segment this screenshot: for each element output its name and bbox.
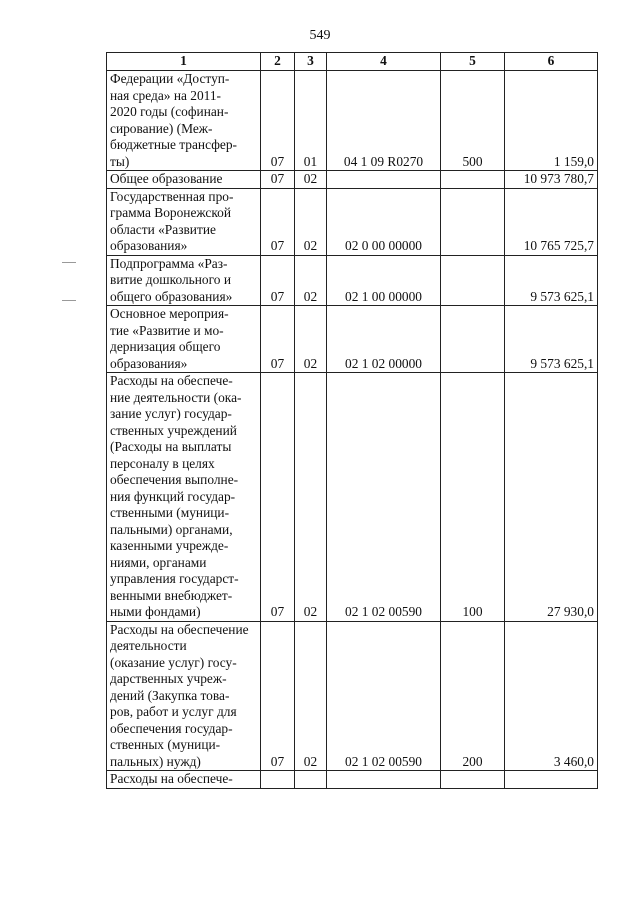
- column-header: 4: [327, 53, 441, 71]
- section-code: 07: [261, 373, 295, 622]
- table-row: [107, 171, 598, 189]
- row-name: Расходы на обеспече-: [107, 771, 261, 789]
- target-article-code: 02 1 02 00000: [327, 306, 441, 373]
- amount: 9 573 625,1: [505, 255, 598, 306]
- subsection-code: 01: [295, 71, 327, 171]
- row-name: Федерации «Доступ- ная среда» на 2011- 2020 годы (софинан- сирование) (Меж- бюджетные трансфер- ты): [107, 71, 261, 171]
- column-header: 1: [107, 53, 261, 71]
- amount: 10 973 780,7: [505, 171, 598, 189]
- subsection-code: 02: [295, 621, 327, 771]
- target-article-code: 02 1 02 00590: [327, 373, 441, 622]
- section-code: 07: [261, 71, 295, 171]
- target-article-code: 02 1 02 00590: [327, 621, 441, 771]
- target-article-code: 02 1 00 00000: [327, 255, 441, 306]
- subsection-code: 02: [295, 188, 327, 255]
- table-header-row: [107, 53, 598, 71]
- row-name: Подпрограмма «Раз- витие дошкольного и общего образования»: [107, 255, 261, 306]
- margin-mark: [62, 262, 76, 263]
- section-code: 07: [261, 621, 295, 771]
- subsection-code: 02: [295, 171, 327, 189]
- expense-type-code: [441, 171, 505, 189]
- column-header: 2: [261, 53, 295, 71]
- budget-table: [106, 52, 598, 789]
- subsection-code: 02: [295, 306, 327, 373]
- table-row: [107, 71, 598, 171]
- amount: [505, 771, 598, 789]
- column-header: 6: [505, 53, 598, 71]
- column-header: 5: [441, 53, 505, 71]
- section-code: 07: [261, 306, 295, 373]
- row-name: Государственная про- грамма Воронежской области «Развитие образования»: [107, 188, 261, 255]
- page-number: 549: [309, 28, 331, 43]
- expense-type-code: [441, 188, 505, 255]
- target-article-code: [327, 171, 441, 189]
- table-row: [107, 188, 598, 255]
- section-code: 07: [261, 255, 295, 306]
- expense-type-code: 500: [441, 71, 505, 171]
- amount: 27 930,0: [505, 373, 598, 622]
- amount: 10 765 725,7: [505, 188, 598, 255]
- table-row: [107, 621, 598, 771]
- expense-type-code: 100: [441, 373, 505, 622]
- subsection-code: [295, 771, 327, 789]
- row-name: Расходы на обеспече- ние деятельности (ока- зание услуг) государ- ственных учреждений (Расходы на выплаты персоналу в целях обеспечения выполне- ния функций государ- ственными (муници- пальными) органами, казенными учрежде- ниями, органами управления государст- венными внебюджет- ными фондами): [107, 373, 261, 622]
- amount: 9 573 625,1: [505, 306, 598, 373]
- target-article-code: 04 1 09 R0270: [327, 71, 441, 171]
- section-code: 07: [261, 171, 295, 189]
- expense-type-code: [441, 306, 505, 373]
- row-name: Общее образование: [107, 171, 261, 189]
- target-article-code: [327, 771, 441, 789]
- margin-mark: [62, 300, 76, 301]
- row-name: Основное мероприя- тие «Развитие и мо- дернизация общего образования»: [107, 306, 261, 373]
- column-header: 3: [295, 53, 327, 71]
- amount: 1 159,0: [505, 71, 598, 171]
- table-row: [107, 373, 598, 622]
- expense-type-code: 200: [441, 621, 505, 771]
- target-article-code: 02 0 00 00000: [327, 188, 441, 255]
- table-row: [107, 306, 598, 373]
- table-row: [107, 255, 598, 306]
- expense-type-code: [441, 255, 505, 306]
- amount: 3 460,0: [505, 621, 598, 771]
- expense-type-code: [441, 771, 505, 789]
- subsection-code: 02: [295, 255, 327, 306]
- section-code: [261, 771, 295, 789]
- row-name: Расходы на обеспечение деятельности (оказание услуг) госу- дарственных учреж- дений (Закупка това- ров, работ и услуг для обеспечения государ- ственных (муници- пальных) нужд): [107, 621, 261, 771]
- subsection-code: 02: [295, 373, 327, 622]
- table-row: [107, 771, 598, 789]
- section-code: 07: [261, 188, 295, 255]
